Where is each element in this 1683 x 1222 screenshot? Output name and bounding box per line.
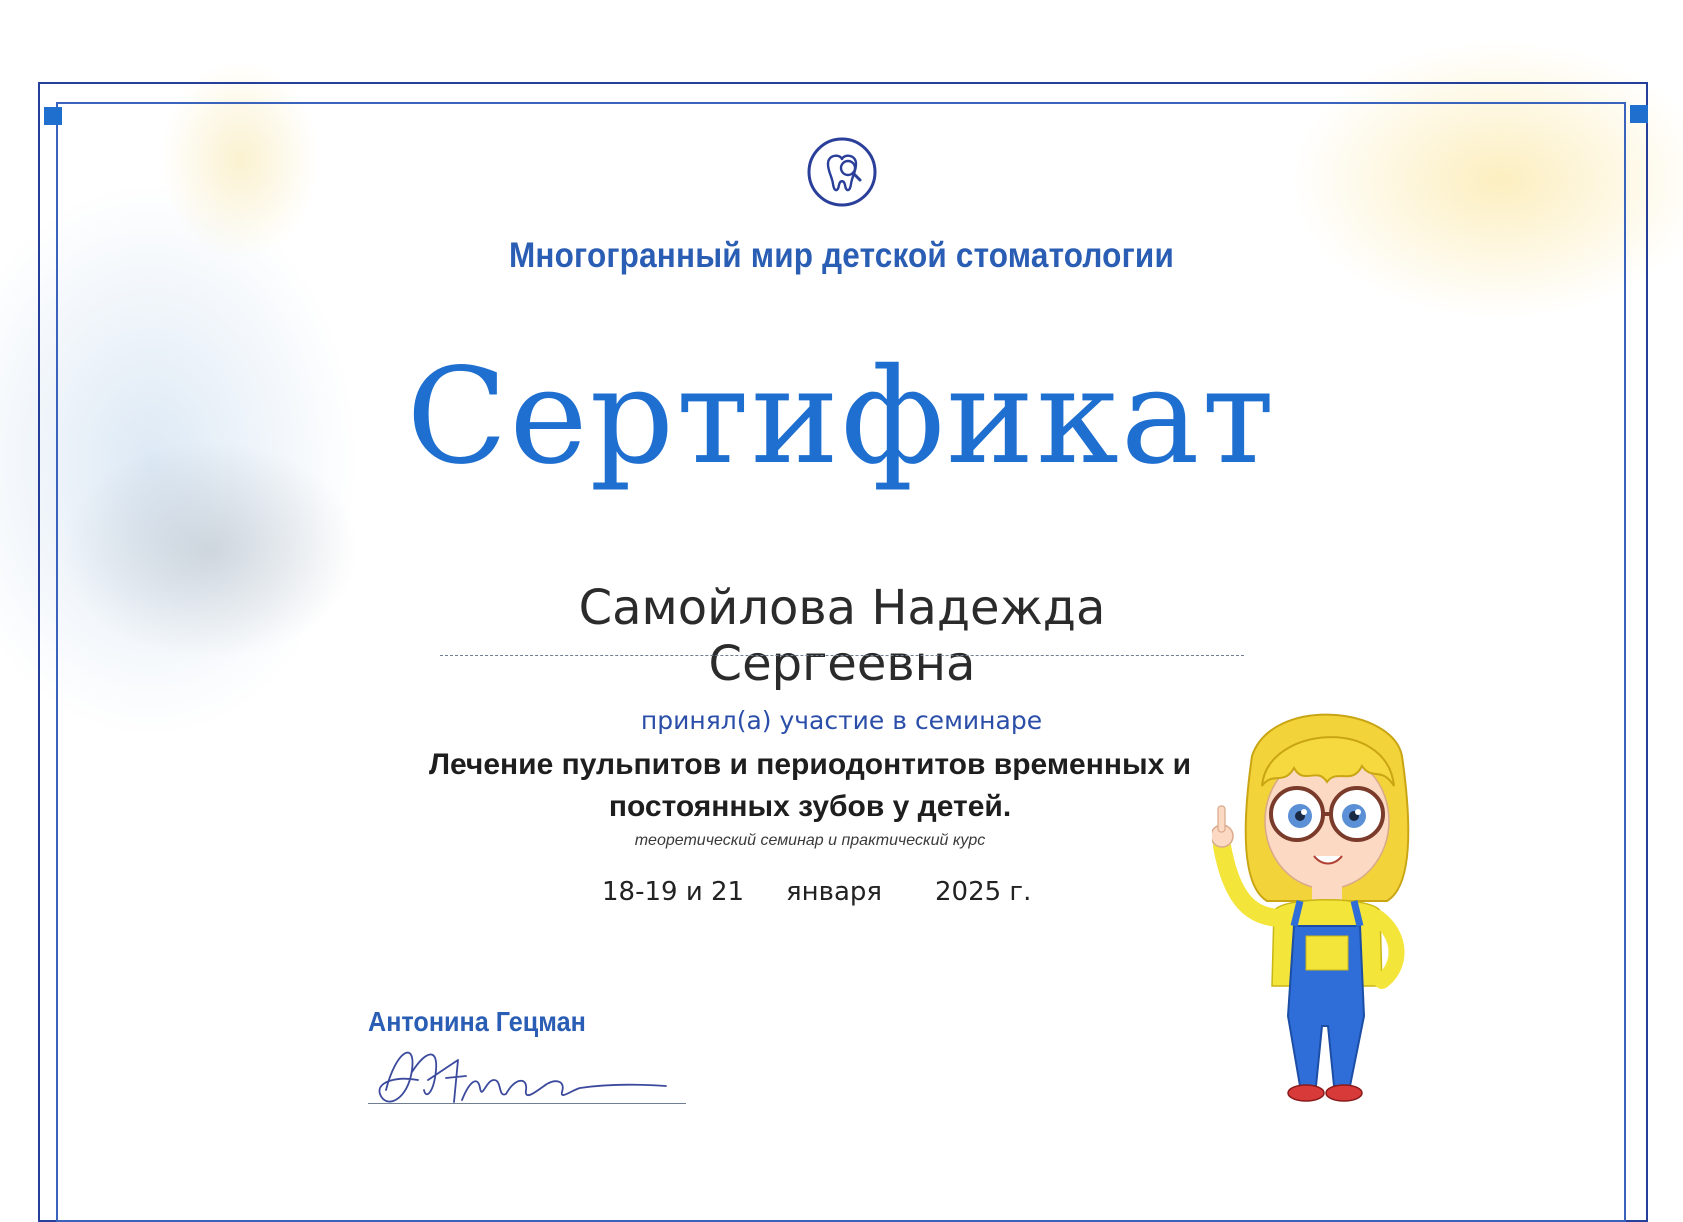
course-title: Лечение пульпитов и периодонтитов временных и постоянных зубов у детей. [428,748,1192,823]
event-subtitle: Многогранный мир детской стоматологии [509,236,1174,275]
signature-line [368,1103,686,1104]
recipient-name: Самойлова Надежда Сергеевна [578,580,1106,692]
frame-corner-top-right [1630,105,1648,123]
tooth-magnifier-icon [806,136,878,208]
participation-text: принял(а) участие в семинаре [640,706,1043,735]
cartoon-girl-with-glasses-icon [1212,686,1442,1106]
date-days: 18-19 и 21 [602,877,745,907]
signer-name: Антонина Гецман [368,1006,586,1037]
name-underline [440,655,1244,656]
course-type: теоретический семинар и практический курс [634,832,986,849]
date-year: 2025 г. [935,877,1032,907]
frame-corner-top-left [44,107,62,125]
date-month: января [786,877,883,907]
certificate-title: Сертификат [406,340,1277,494]
